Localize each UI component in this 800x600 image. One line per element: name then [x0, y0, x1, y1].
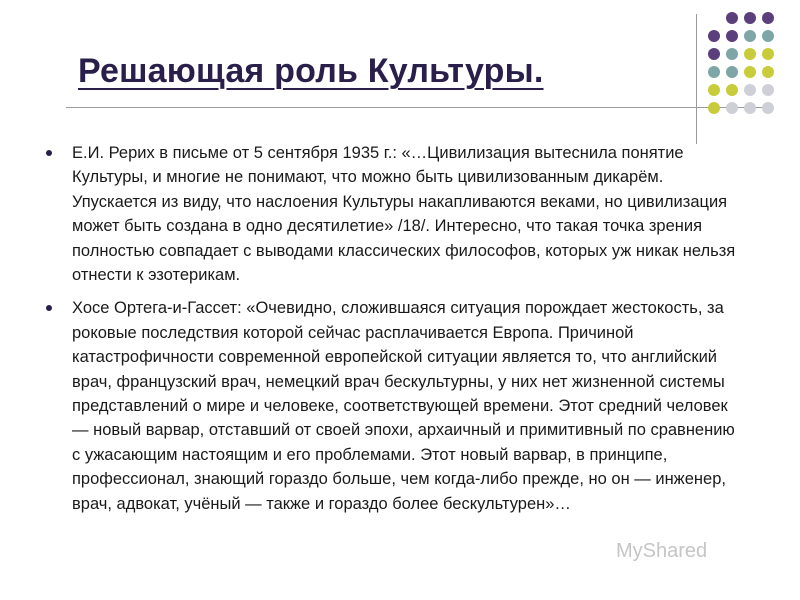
decorative-dot	[762, 102, 774, 114]
decorative-dot	[726, 84, 738, 96]
decorative-dot	[726, 48, 738, 60]
decorative-dot	[744, 48, 756, 60]
bullet-list	[46, 141, 736, 525]
decorative-dot	[726, 102, 738, 114]
decorative-dot	[744, 102, 756, 114]
decorative-dot	[762, 84, 774, 96]
decorative-dot	[744, 30, 756, 42]
decorative-dot	[708, 66, 720, 78]
bullet-icon	[46, 305, 52, 311]
decorative-dot-grid	[708, 12, 778, 128]
vertical-divider	[696, 14, 697, 144]
decorative-dot	[762, 66, 774, 78]
decorative-dot	[708, 48, 720, 60]
decorative-dot	[762, 12, 774, 24]
decorative-dot	[726, 30, 738, 42]
slide-title: Решающая роль Культуры.	[78, 52, 544, 90]
decorative-dot	[708, 30, 720, 42]
decorative-dot	[708, 102, 720, 114]
decorative-dot	[762, 30, 774, 42]
bullet-text: Хосе Ортега-и-Гассет: «Очевидно, сложившаяся ситуация порождает жестокость, за роковые последствия которой сейчас расплачивается Европа. Причиной катастрофичности современной европейской ситуации является то, что английский врач, французский врач, немецкий врач бескультурны, у них нет жизненной системы представлений о мире и человеке, соответствующей времени. Этот средний человек — новый варвар, отставший от своей эпохи, архаичный и примитивный по сравнению с ужасающим настоящим и его проблемами. Этот новый варвар, в принципе, профессионал, знающий гораздо больше, чем когда-либо прежде, но он — инженер, врач, адвокат, учёный — также и гораздо более бескультурен»…	[72, 299, 735, 513]
decorative-dot	[762, 48, 774, 60]
horizontal-divider	[66, 107, 772, 108]
decorative-dot	[726, 12, 738, 24]
decorative-dot	[708, 84, 720, 96]
bullet-item-roerich	[46, 141, 736, 287]
decorative-dot	[726, 66, 738, 78]
bullet-item-ortega	[46, 296, 736, 516]
decorative-dot	[744, 12, 756, 24]
decorative-dot	[744, 84, 756, 96]
watermark: MyShared	[616, 540, 708, 562]
bullet-text: Е.И. Рерих в письме от 5 сентября 1935 г.: «…Цивилизация вытеснила понятие Культуры, и многие не понимают, что можно быть цивилизованным дикарём. Упускается из виду, что наслоения Культуры накапливаются веками, но цивилизация может быть создана в одно десятилетие» /18/. Интересно, что такая точка зрения полностью совпадает с выводами классических философов, которых уж никак нельзя отнести к эзотерикам.	[72, 144, 736, 285]
decorative-dot	[744, 66, 756, 78]
bullet-icon	[46, 150, 52, 156]
